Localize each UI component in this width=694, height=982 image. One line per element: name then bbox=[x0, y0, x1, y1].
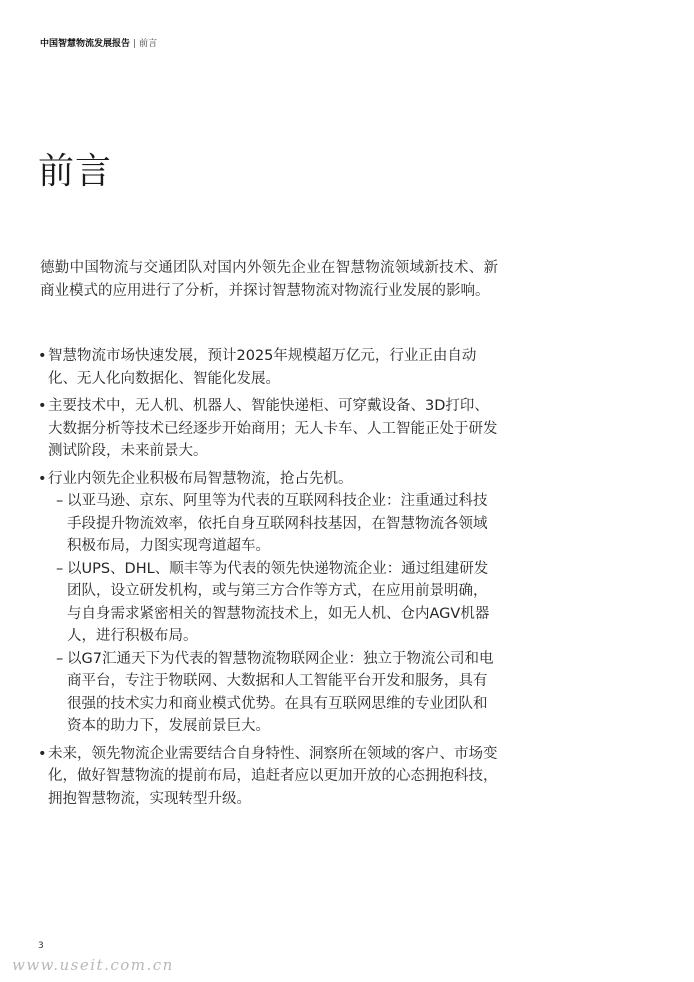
page-number: 3 bbox=[38, 941, 44, 951]
page-title: 前言 bbox=[38, 151, 113, 192]
bullet-text: 未来，领先物流企业需要结合自身特性、洞察所在领域的客户、市场变化，做好智慧物流的提前布局，追赶者应以更加开放的心态拥抱科技，拥抱智慧物流，实现转型升级。 bbox=[48, 745, 498, 807]
dash-marker: – bbox=[56, 650, 64, 667]
bullet-list bbox=[38, 345, 500, 815]
intro-paragraph: 德勤中国物流与交通团队对国内外领先企业在智慧物流领域新技术、新商业模式的应用进行了分析，并探讨智慧物流对物流行业发展的影响。 bbox=[40, 260, 498, 299]
bullet-item-technology bbox=[38, 395, 500, 463]
header-separator: | bbox=[133, 39, 137, 49]
sub-item-express-logistics bbox=[48, 558, 500, 648]
report-title: 中国智慧物流发展报告 bbox=[40, 39, 131, 49]
dash-marker: – bbox=[56, 493, 64, 509]
sub-item-text: 以亚马逊、京东、阿里等为代表的互联网科技企业：注重通过科技手段提升物流效率，依托自身互联网科技基因，在智慧物流各领域积极布局，力图实现弯道超车。 bbox=[67, 493, 488, 554]
dash-marker: – bbox=[56, 560, 64, 577]
bullet-text: 行业内领先企业积极布局智慧物流，抢占先机。 bbox=[48, 470, 353, 487]
sub-item-iot bbox=[48, 648, 500, 738]
bullet-item-market bbox=[38, 345, 500, 390]
sub-item-internet-tech bbox=[48, 490, 500, 558]
sub-item-text: 以G7汇通天下为代表的智慧物流物联网企业：独立于物流公司和电商平台，专注于物联网、大数据和人工智能平台开发和服务，具有很强的技术实力和商业模式优势。在具有互联网思维的专业团队和资本的助力下，发展前景巨大。 bbox=[67, 650, 494, 734]
sub-item-text: 以UPS、DHL、顺丰等为代表的领先快递物流企业：通过组建研发团队，设立研发机构，或与第三方合作等方式，在应用前景明确，与自身需求紧密相关的智慧物流技术上，如无人机、仓内AGV机器人，进行积极布局。 bbox=[67, 560, 490, 644]
running-header bbox=[40, 38, 157, 50]
watermark: www.useit.com.cn bbox=[12, 956, 174, 974]
bullet-text: 智慧物流市场快速发展，预计2025年规模超万亿元，行业正由自动化、无人化向数据化、智能化发展。 bbox=[48, 348, 477, 387]
sub-bullet-list bbox=[48, 490, 500, 738]
bullet-item-leading-companies bbox=[38, 468, 500, 738]
bullet-text: 主要技术中，无人机、机器人、智能快递柜、可穿戴设备、3D打印、大数据分析等技术已经逐步开始商用；无人卡车、人工智能正处于研发测试阶段，未来前景大。 bbox=[48, 398, 498, 459]
header-section: 前言 bbox=[139, 39, 158, 49]
bullet-item-future bbox=[38, 743, 500, 811]
